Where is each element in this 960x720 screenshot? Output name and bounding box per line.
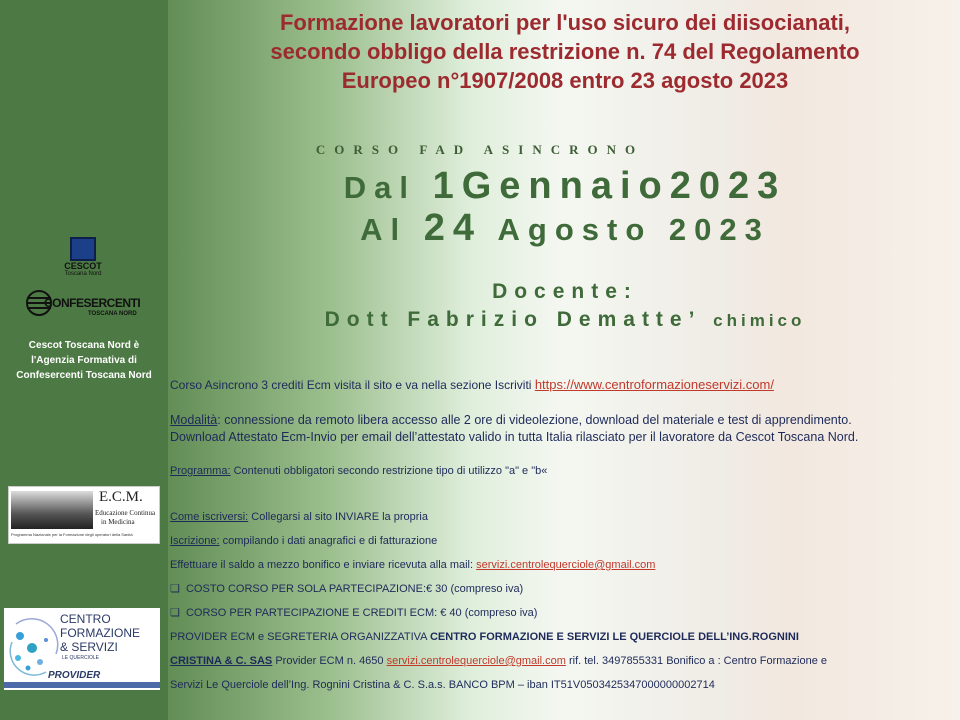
provider-name: CENTRO FORMAZIONE E SERVIZI LE QUERCIOLE DELL’ING.ROGNINI [429,631,799,643]
ecm-title: E.C.M. [99,489,143,505]
corso-line [170,377,774,393]
saldo-line [170,557,655,573]
programma-line [170,463,547,479]
date-from [170,166,960,208]
checkbox-icon: ❏ [170,607,186,619]
ecm-sub: Educazione Continua [95,509,156,517]
agency-line: Cescot Toscana Nord è [28,340,140,351]
al-day: 24 [423,207,483,249]
modalita-text: : connessione da remoto libera accesso alle 2 ore di videolezione, download del materiale e test di apprendimento. [217,413,852,427]
al-word: Al [360,212,408,247]
agency-line: Confesercenti Toscana Nord [16,370,152,381]
docente-block [170,278,960,335]
date-to [170,208,960,250]
website-link[interactable]: https://www.centroformazioneservizi.com/ [534,377,774,392]
corso-text: Corso Asincrono 3 crediti Ecm visita il sito e va nella sezione Iscriviti [170,378,535,392]
costo2-label: CORSO PER PARTECIPAZIONE E CREDITI ECM: € 40 [185,607,462,619]
docente-role: chimico [713,311,806,330]
confesercenti-logo-sub: TOSCANA NORD [88,311,137,317]
title-line: Formazione lavoratori per l'uso sicuro dei diisocianati, [279,10,851,35]
docente-name: Dott Fabrizio Dematte’ [324,308,701,331]
cfs-line: & SERVIZI [60,640,118,654]
cescot-logo-sub: Toscana Nord [64,271,102,277]
download-text: Download Attestato Ecm-Invio per email dell’attestato valido in tutta Italia rilasciato per il lavoratore da Cescot Toscana Nord. [170,430,859,444]
title-line: secondo obbligo della restrizione n. 74 del Regolamento [270,39,860,64]
iscrizione-text: compilando i dati anagrafici e di fatturazione [219,535,438,547]
confesercenti-logo [26,286,141,326]
cfs-provider-bar [4,682,160,688]
ecm-footer: Programma Nazionale per la Formazione degli operatori della Sanità [11,532,133,537]
iscriversi-label: Come iscriversi: [170,511,249,523]
costo1-note: (compreso iva) [447,583,524,595]
al-rest: Agosto 2023 [497,212,770,247]
cfs-line: FORMAZIONE [60,626,140,640]
saldo-email-link[interactable]: servizi.centrolequerciole@gmail.com [476,559,656,571]
costo2-note: (compreso iva) [461,607,538,619]
docente-line [170,306,960,335]
cescot-logo [62,237,104,281]
dal-word: Dal [343,170,416,205]
ecm-sub: in Medicina [101,518,135,526]
dal-date: 1Gennaio2023 [432,165,787,207]
provider-email-link[interactable]: servizi.centrolequerciole@gmail.com [386,655,566,667]
modalita-line [170,412,852,428]
saldo-text: Effettuare il saldo a mezzo bonifico e inviare ricevuta alla mail: [170,559,477,571]
cescot-logo-text: CESCOT [64,261,102,271]
servizi-text: Servizi Le Querciole dell’Ing. Rognini Cristina & C. S.a.s. BANCO BPM – iban IT51V0503425347000000002714 [170,679,715,691]
title-line: Europeo n°1907/2008 entro 23 agosto 2023 [341,68,789,93]
cfs-provider: PROVIDER [48,670,101,681]
network-dots-icon [6,614,62,678]
modalita-label: Modalità [170,413,218,427]
programma-text: Contenuti obbligatori secondo restrizione tipo di utilizzo "a" e "b« [230,465,548,477]
centro-formazione-logo [4,608,160,690]
cfs-line: CENTRO [60,612,111,626]
page-title [170,8,960,95]
provider-prefix: PROVIDER ECM e SEGRETERIA ORGANIZZATIVA [170,631,430,643]
ecm-logo [8,486,160,544]
costo1-label: COSTO CORSO PER SOLA PARTECIPAZIONE:€ 30 [185,583,448,595]
iscriversi-text: Collegarsi al sito INVIARE la propria [248,511,428,523]
iscrizione-line [170,533,437,549]
cfs-line: LE QUERCIOLE [62,655,99,661]
iscrizione-label: Iscrizione: [170,535,220,547]
provider-number: Provider ECM n. 4650 [272,655,387,667]
costo2-line [170,605,537,621]
iscriversi-line [170,509,428,525]
checkbox-icon: ❏ [170,583,186,595]
agency-line: l'Agenzia Formativa di [31,355,137,366]
course-type: CORSO FAD ASINCRONO [315,142,645,157]
costo1-line [170,581,523,597]
servizi-line [170,677,715,693]
agency-description [0,338,168,383]
download-line [170,429,858,445]
docente-label: Docente: [492,280,638,303]
provider-line2 [170,653,827,669]
provider-name-2: CRISTINA & C. SAS [170,655,273,667]
provider-line [170,629,799,645]
provider-tel: rif. tel. 3497855331 Bonifico a : Centro Formazione e [565,655,828,667]
cescot-logo-icon [70,237,96,261]
course-dates [170,166,960,250]
ecm-photo [11,491,93,529]
confesercenti-logo-text: CONFESERCENTI [44,296,141,310]
programma-label: Programma: [170,465,231,477]
